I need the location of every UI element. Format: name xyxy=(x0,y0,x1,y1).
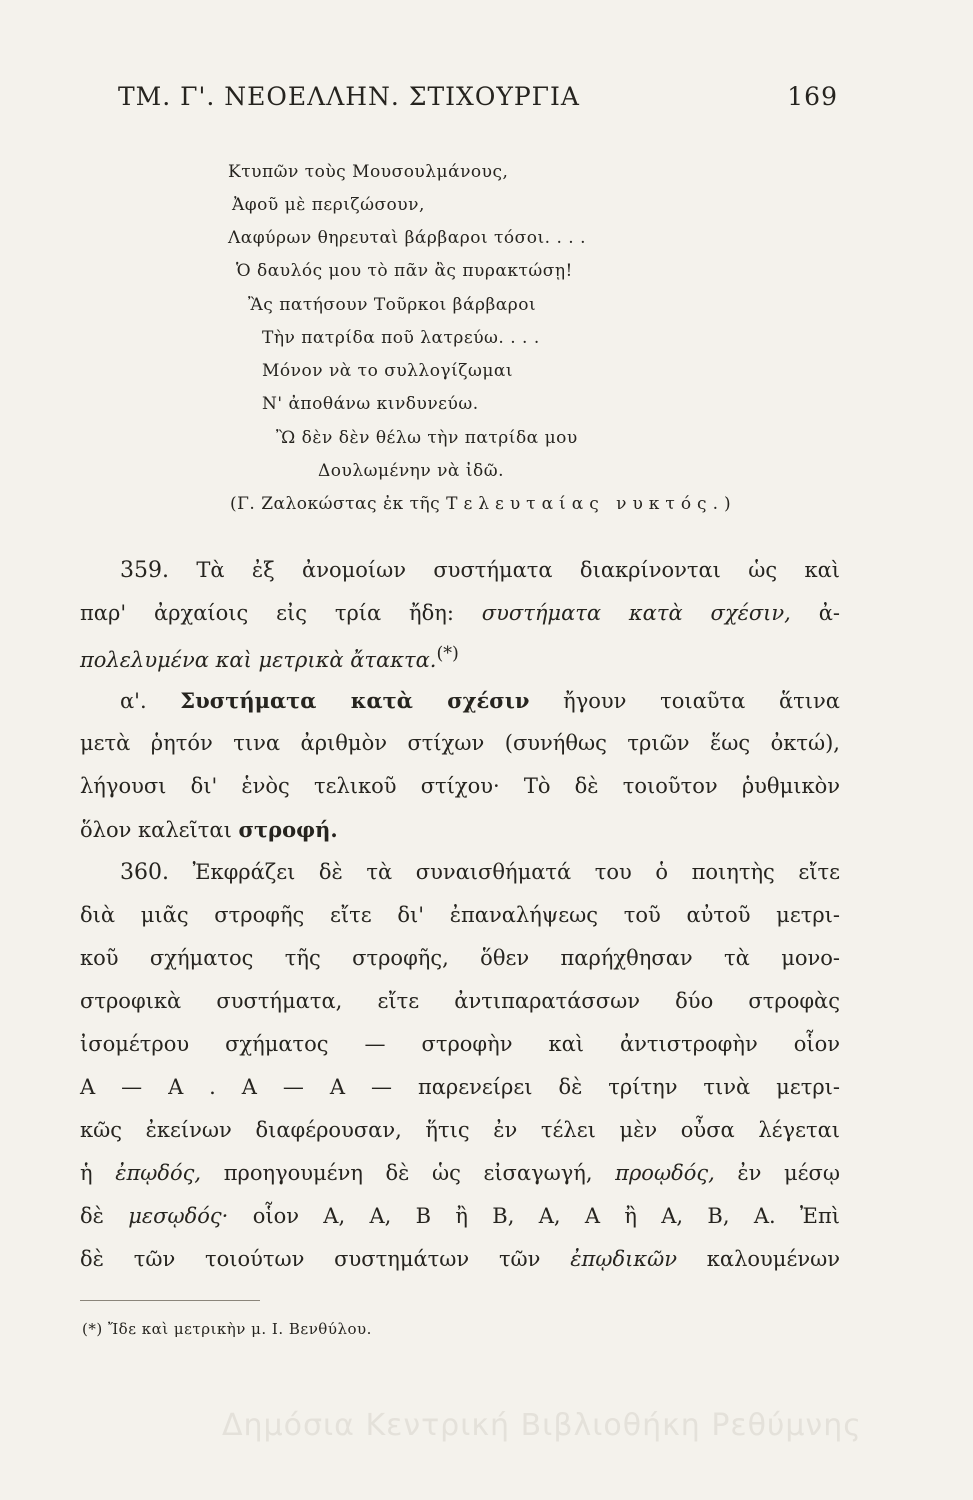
text-line xyxy=(120,860,840,885)
text-fragment: Τὰ ἐξ ἀνομοίων συστήματα διακρίνονται ὡς καὶ xyxy=(196,558,840,582)
emphasis-term: συστήματα κατὰ σχέσιν, xyxy=(481,601,791,625)
poem-line: Μόνον νὰ το συλλογίζωμαι xyxy=(262,361,514,381)
text-line xyxy=(120,688,840,713)
poem-line: Δουλωμένην νὰ ἰδῶ. xyxy=(318,461,504,481)
text-fragment: ἤγουν τοιαῦτα ἅτινα xyxy=(563,689,840,713)
emphasis-term: μεσῳδός· xyxy=(128,1204,229,1228)
running-head-title: ΤΜ. Γ'. ΝΕΟΕΛΛΗΝ. ΣΤΙΧΟΥΡΓΙΑ xyxy=(118,82,580,111)
text-fragment: οἷον Α, Α, Β ἢ Β, Α, Α ἢ Α, Β, Α. Ἐπὶ xyxy=(252,1204,840,1228)
poem-line: Ἂς πατήσουν Τοῦρκοι βάρβαροι xyxy=(248,295,537,315)
poem-line: Ὢ δὲν δὲν θέλω τὴν πατρίδα μου xyxy=(276,428,578,448)
text-line xyxy=(80,644,459,672)
text-line xyxy=(80,1161,840,1185)
text-fragment: δὲ xyxy=(80,1204,104,1228)
poem-attribution xyxy=(230,494,737,514)
subsection-heading: Συστήματα κατὰ σχέσιν xyxy=(180,688,530,713)
text-line: ἰσομέτρου σχήματος — στροφὴν καὶ ἀντιστροφὴν οἷον xyxy=(80,1032,840,1056)
page-number: 169 xyxy=(787,82,838,111)
poem-line: Ὁ δαυλός μου τὸ πᾶν ἂς πυρακτώσῃ! xyxy=(236,261,573,281)
text-line xyxy=(80,601,840,625)
text-fragment: δὲ τῶν τοιούτων συστημάτων τῶν xyxy=(80,1247,541,1271)
text-line xyxy=(80,817,338,842)
poem-line: Κτυπῶν τοὺς Μουσουλμάνους, xyxy=(228,162,509,182)
running-head xyxy=(118,82,838,111)
text-line xyxy=(120,558,840,583)
library-watermark: Δημόσια Κεντρική Βιβλιοθήκη Ρεθύμνης xyxy=(222,1408,862,1443)
text-fragment: Ἐκφράζει δὲ τὰ συναισθήματά του ὁ ποιητὴς εἴτε xyxy=(192,860,840,884)
text-line: στροφικὰ συστήματα, εἴτε ἀντιπαρατάσσων δύο στροφὰς xyxy=(80,989,840,1013)
text-fragment: ὅλον καλεῖται xyxy=(80,818,232,842)
emphasis-term: ἐπῳδικῶν xyxy=(570,1247,677,1271)
poem-line: Λαφύρων θηρευταὶ βάρβαροι τόσοι. . . . xyxy=(228,228,586,248)
footnote: (*) Ἴδε καὶ μετρικὴν μ. Ι. Βενθύλου. xyxy=(82,1320,372,1338)
text-fragment: καλουμένων xyxy=(706,1247,840,1271)
text-line: κῶς ἐκείνων διαφέρουσαν, ἥτις ἐν τέλει μὲν οὖσα λέγεται xyxy=(80,1118,840,1142)
emphasis-term: στροφή. xyxy=(238,817,338,842)
text-line: μετὰ ῥητόν τινα ἀριθμὸν στίχων (συνήθως τριῶν ἕως ὀκτώ), xyxy=(80,731,840,755)
text-fragment: παρ' ἀρχαίοις εἰς τρία ἤδη: xyxy=(80,601,454,625)
text-fragment: προηγουμένη δὲ ὡς εἰσαγωγή, xyxy=(223,1161,593,1185)
footnote-marker: (*) xyxy=(436,644,459,664)
section-number: 359. xyxy=(120,558,169,583)
attribution-work-title: Τελευταίας νυκτός.) xyxy=(446,494,737,514)
text-line xyxy=(80,1204,840,1228)
poem-line: Ν' ἀποθάνω κινδυνεύω. xyxy=(262,394,479,414)
text-line xyxy=(80,1247,840,1271)
attribution-author: (Γ. Ζαλοκώστας ἐκ τῆς xyxy=(230,494,441,514)
subsection-marker: α'. xyxy=(120,689,147,713)
text-line: διὰ μιᾶς στροφῆς εἴτε δι' ἐπαναλήψεως τοῦ αὐτοῦ μετρι- xyxy=(80,903,840,927)
emphasis-term: πολελυμένα καὶ μετρικὰ ἄτακτα. xyxy=(80,648,437,672)
text-fragment: ἀ- xyxy=(818,601,840,625)
poem-line: Τὴν πατρίδα ποῦ λατρεύω. . . . xyxy=(262,328,540,348)
emphasis-term: ἐπῳδός, xyxy=(115,1161,202,1185)
text-fragment: ἡ xyxy=(80,1161,93,1185)
text-line: λήγουσι δι' ἑνὸς τελικοῦ στίχου· Τὸ δὲ τοιοῦτον ῥυθμικὸν xyxy=(80,774,840,798)
emphasis-term: προῳδός, xyxy=(615,1161,715,1185)
text-fragment: ἐν μέσῳ xyxy=(737,1161,840,1185)
text-line: κοῦ σχήματος τῆς στροφῆς, ὅθεν παρήχθησαν τὰ μονο- xyxy=(80,946,840,970)
section-number: 360. xyxy=(120,860,169,885)
text-line: Α — Α . Α — Α — παρενείρει δὲ τρίτην τινὰ μετρι- xyxy=(80,1075,840,1099)
footnote-divider xyxy=(80,1300,260,1301)
poem-line: Ἀφοῦ μὲ περιζώσουν, xyxy=(232,195,425,215)
